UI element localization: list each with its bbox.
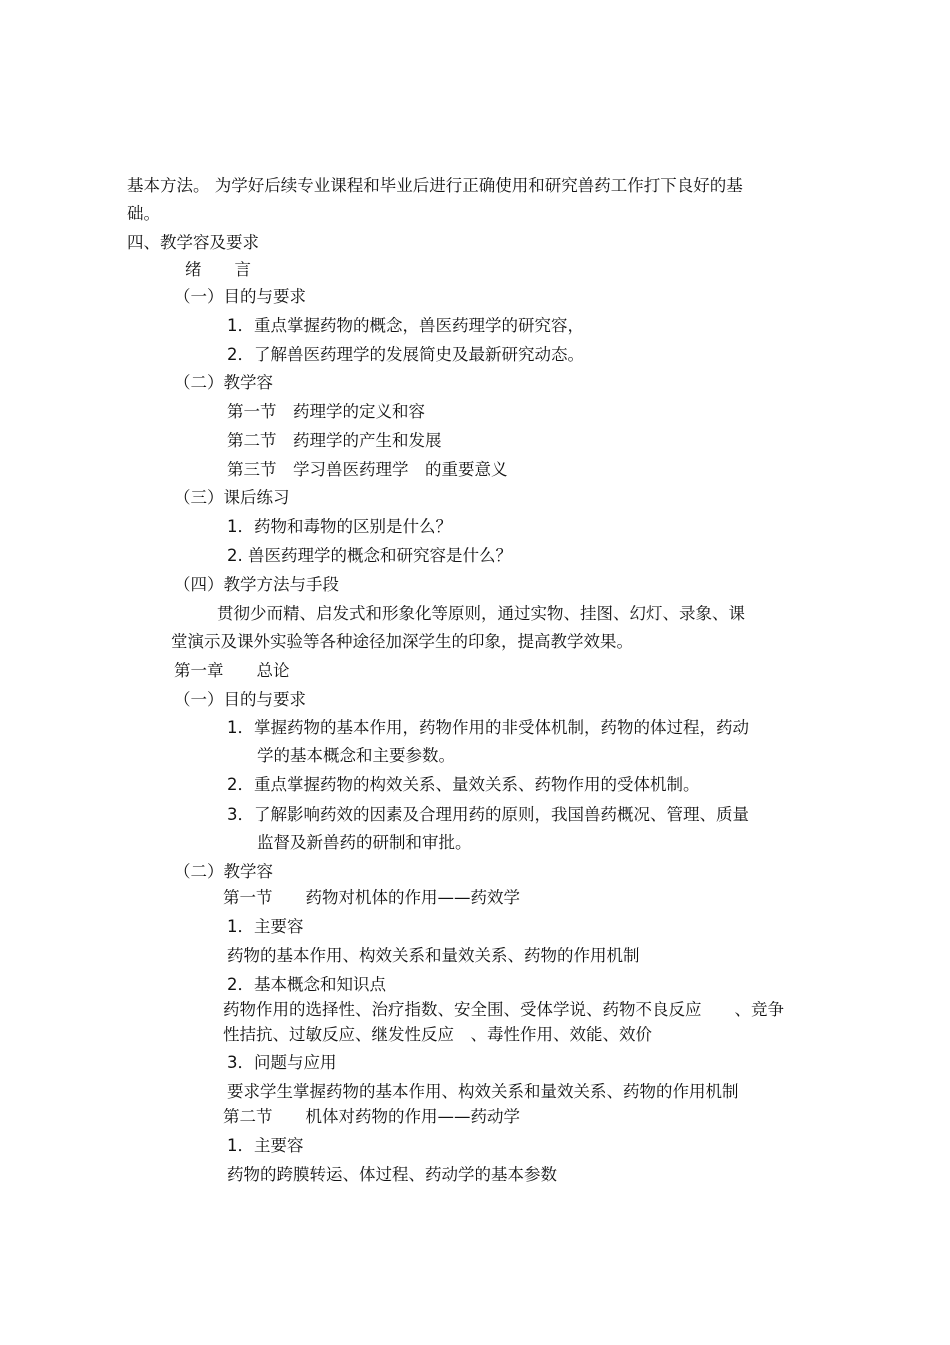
- paragraph-line: 堂演示及课外实验等各种途径加深学生的印象，提高教学效果。: [171, 632, 633, 651]
- list-item: 第一节 药理学的定义和容: [227, 402, 425, 421]
- list-item: 2．基本概念和知识点: [227, 975, 386, 994]
- paragraph-line: 性拮抗、过敏反应、继发性反应 、毒性作用、效能、效价: [223, 1025, 652, 1044]
- list-item: 1．主要容: [227, 917, 304, 936]
- list-item: 第二节 药理学的产生和发展: [227, 431, 442, 450]
- subsection-heading: （一）目的与要求: [174, 287, 306, 306]
- text-line: 基本方法。 为学好后续专业课程和毕业后进行正确使用和研究兽药工作打下良好的基: [127, 176, 743, 195]
- list-item: 1．药物和毒物的区别是什么？: [227, 517, 452, 536]
- list-item: 2. 兽医药理学的概念和研究容是什么？: [227, 546, 512, 565]
- list-item: 2．重点掌握药物的构效关系、量效关系、药物作用的受体机制。: [227, 775, 700, 794]
- subsection-heading: （二）教学容: [174, 373, 273, 392]
- list-item: 1．主要容: [227, 1136, 304, 1155]
- chapter-heading: 绪 言: [185, 260, 251, 279]
- paragraph-line: 药物的跨膜转运、体过程、药动学的基本参数: [227, 1165, 557, 1184]
- subsection-heading: （三）课后练习: [174, 488, 290, 507]
- subsection-heading: （二）教学容: [174, 862, 273, 881]
- paragraph-line: 要求学生掌握药物的基本作用、构效关系和量效关系、药物的作用机制: [227, 1082, 739, 1101]
- list-item: 3．了解影响药效的因素及合理用药的原则，我国兽药概况、管理、质量: [227, 805, 749, 824]
- list-item: 1．掌握药物的基本作用，药物作用的非受体机制，药物的体过程，药动: [227, 718, 749, 737]
- list-item: 2．了解兽医药理学的发展简史及最新研究动态。: [227, 345, 584, 364]
- section-heading: 四、教学容及要求: [127, 233, 259, 252]
- section-title: 第一节 药物对机体的作用——药效学: [223, 888, 520, 907]
- list-item: 第三节 学习兽医药理学 的重要意义: [227, 460, 508, 479]
- paragraph-line: 药物作用的选择性、治疗指数、安全围、受体学说、药物不良反应 、竞争: [223, 1000, 784, 1019]
- subsection-heading: （四）教学方法与手段: [174, 575, 339, 594]
- list-item: 1．重点掌握药物的概念，兽医药理学的研究容，: [227, 316, 584, 335]
- list-item-continuation: 监督及新兽药的研制和审批。: [257, 833, 472, 852]
- text-line: 础。: [127, 204, 160, 223]
- paragraph-line: 药物的基本作用、构效关系和量效关系、药物的作用机制: [227, 946, 640, 965]
- list-item-continuation: 学的基本概念和主要参数。: [257, 746, 455, 765]
- paragraph-line: 贯彻少而精、启发式和形象化等原则，通过实物、挂图、幻灯、录象、课: [217, 604, 745, 623]
- chapter-heading: 第一章 总论: [174, 661, 290, 680]
- list-item: 3．问题与应用: [227, 1053, 337, 1072]
- subsection-heading: （一）目的与要求: [174, 690, 306, 709]
- section-title: 第二节 机体对药物的作用——药动学: [223, 1107, 520, 1126]
